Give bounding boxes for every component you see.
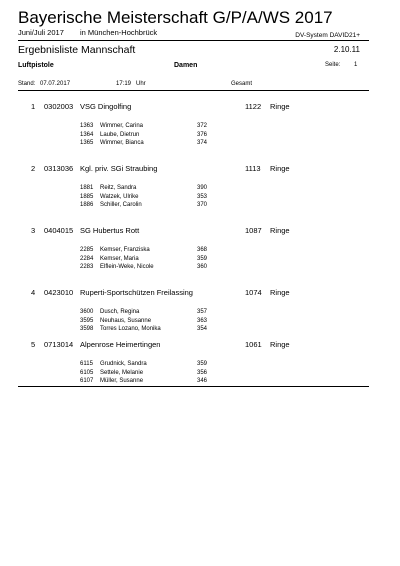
shooter-name: Schiller, Carolin xyxy=(100,202,142,208)
team-rank: 1 xyxy=(31,102,36,111)
shooter-name: Kemser, Maria xyxy=(100,255,139,262)
team-name: Alpenrose Heimertingen xyxy=(80,340,161,349)
header-divider xyxy=(18,40,369,41)
shooter-score: 356 xyxy=(197,369,208,376)
shooter-name: Kemser, Franziska xyxy=(100,247,150,253)
shooter-name: Wimmer, Carina xyxy=(100,123,144,129)
discipline: Luftpistole xyxy=(18,62,54,69)
shooter-score: 357 xyxy=(197,309,208,315)
shooter-id: 1363 xyxy=(80,123,94,129)
team-rank: 4 xyxy=(31,288,36,297)
team-club-id: 0423010 xyxy=(44,288,74,297)
shooter-name: Watzek, Ulrike xyxy=(100,193,139,200)
team-total: 1074 xyxy=(245,288,262,297)
shooter-id: 3600 xyxy=(80,309,94,315)
shooter-id: 6107 xyxy=(80,378,94,384)
shooter-name: Elflein-Weke, Nicole xyxy=(100,264,154,270)
shooter-id: 6115 xyxy=(80,361,93,367)
team-unit: Ringe xyxy=(270,226,290,235)
shooter-id: 2283 xyxy=(80,264,94,270)
team-rank: 3 xyxy=(31,226,36,235)
shooter-score: 360 xyxy=(197,264,208,270)
event-location: in München-Hochbrück xyxy=(80,28,158,37)
stand-date: 07.07.2017 xyxy=(40,81,71,87)
shooter-score: 372 xyxy=(197,123,208,129)
list-title: Ergebnisliste Mannschaft xyxy=(18,44,136,56)
list-date: 2.10.11 xyxy=(333,45,360,54)
shooter-id: 1365 xyxy=(80,140,94,146)
stand-time-unit: Uhr xyxy=(136,81,146,87)
shooter-score: 353 xyxy=(197,193,208,200)
system-label: DV-System DAVID21+ xyxy=(295,32,360,39)
shooter-score: 354 xyxy=(197,326,208,332)
shooter-id: 1364 xyxy=(80,131,94,138)
team-total: 1122 xyxy=(245,102,262,111)
stand-time: 17:19 xyxy=(116,81,132,87)
team-unit: Ringe xyxy=(270,164,290,173)
team-unit: Ringe xyxy=(270,102,290,111)
shooter-name: Settele, Melanie xyxy=(100,369,144,376)
shooter-id: 1886 xyxy=(80,202,94,208)
team-total: 1087 xyxy=(245,226,262,235)
event-date: Juni/Juli 2017 xyxy=(18,28,64,37)
shooter-id: 3598 xyxy=(80,326,94,332)
team-name: Kgl. priv. SGi Straubing xyxy=(80,164,158,173)
category: Damen xyxy=(174,62,198,69)
shooter-name: Laube, Dietrun xyxy=(100,131,140,138)
stand-divider xyxy=(18,90,369,91)
shooter-id: 2284 xyxy=(80,255,94,262)
shooter-id: 1885 xyxy=(80,193,94,200)
shooter-id: 3595 xyxy=(80,317,94,324)
team-name: VSG Dingolfing xyxy=(80,102,132,111)
shooter-score: 370 xyxy=(197,202,208,208)
page-title: Bayerische Meisterschaft G/P/A/WS 2017 xyxy=(18,8,333,27)
shooter-name: Dusch, Regina xyxy=(100,309,140,315)
total-label: Gesamt xyxy=(231,81,253,87)
shooter-name: Reitz, Sandra xyxy=(100,185,137,191)
shooter-score: 363 xyxy=(197,317,208,324)
page-label: Seite: xyxy=(325,62,341,68)
page-number: 1 xyxy=(354,62,358,68)
team-total: 1113 xyxy=(245,164,261,173)
team-total: 1061 xyxy=(245,340,262,349)
shooter-score: 359 xyxy=(197,255,208,262)
team-club-id: 0713014 xyxy=(44,340,74,349)
shooter-id: 6105 xyxy=(80,369,94,376)
shooter-id: 1881 xyxy=(80,185,94,191)
team-club-id: 0404015 xyxy=(44,226,74,235)
shooter-name: Wimmer, Bianca xyxy=(100,140,144,146)
shooter-name: Müller, Susanne xyxy=(100,378,144,384)
shooter-id: 2285 xyxy=(80,247,94,253)
shooter-score: 390 xyxy=(197,185,208,191)
team-unit: Ringe xyxy=(270,340,290,349)
team-name: Ruperti-Sportschützen Freilassing xyxy=(80,288,193,297)
team-club-id: 0302003 xyxy=(44,102,74,111)
stand-label: Stand: xyxy=(18,81,36,87)
team-club-id: 0313036 xyxy=(44,164,74,173)
shooter-name: Grudnick, Sandra xyxy=(100,361,147,367)
team-name: SG Hubertus Rott xyxy=(80,226,140,235)
team-rank: 2 xyxy=(31,164,36,173)
shooter-score: 374 xyxy=(197,140,208,146)
shooter-score: 359 xyxy=(197,361,208,367)
shooter-score: 346 xyxy=(197,378,208,384)
shooter-score: 376 xyxy=(197,131,208,138)
shooter-name: Torres Lozano, Monika xyxy=(100,326,161,332)
team-rank: 5 xyxy=(31,340,36,349)
shooter-score: 368 xyxy=(197,247,208,253)
results-bottom-divider xyxy=(18,386,369,387)
shooter-name: Neuhaus, Susanne xyxy=(100,317,152,324)
team-unit: Ringe xyxy=(270,288,290,297)
